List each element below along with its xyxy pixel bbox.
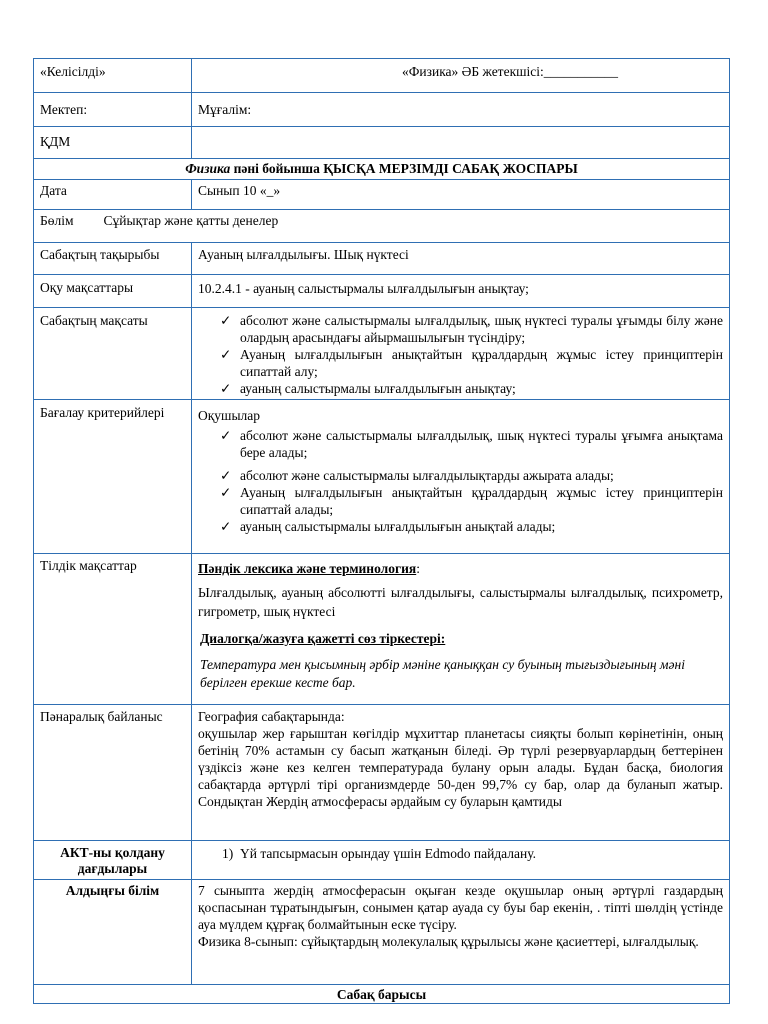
cross-label: Пәнаралық байланыс (40, 709, 163, 724)
check-icon: ✓ (220, 313, 232, 328)
table-row (34, 308, 730, 400)
teacher-cell (192, 93, 730, 127)
table-row (34, 985, 730, 1004)
progress-cell (34, 985, 730, 1004)
criteria-intro: Оқушылар (198, 408, 261, 423)
vocab-colon: : (416, 561, 420, 576)
check-icon: ✓ (220, 381, 232, 396)
aims-list (198, 312, 723, 397)
section-cell (34, 210, 730, 243)
date-label: Дата (40, 183, 67, 198)
table-row (34, 705, 730, 841)
plan-title (34, 159, 730, 180)
school-cell (34, 93, 192, 127)
vocab-heading: Пәндік лексика және терминология (198, 561, 417, 576)
progress-label: Сабақ барысы (336, 987, 427, 1002)
goals-value-cell (192, 275, 730, 308)
ict-label: АКТ-ны қолдану дағдылары (60, 845, 165, 876)
table-row (34, 554, 730, 705)
check-icon: ✓ (220, 468, 232, 483)
table-row (34, 180, 730, 210)
criteria-value-cell (192, 400, 730, 554)
criteria-text: Ауаның ылғалдылығын анықтайтын құралдардың жұмыс істеу принциптерін сипаттай алады; (240, 485, 723, 517)
vocab-heading-line (198, 560, 723, 577)
plan-title-rest: пәні бойынша ҚЫСҚА МЕРЗІМДІ САБАҚ ЖОСПАРЫ (230, 161, 578, 176)
goals-label-cell (34, 275, 192, 308)
prior-text-2: Физика 8-сынып: сұйықтардың молекулалық құрылысы және қасиеттері, ылғалдылық. (198, 934, 699, 949)
kdm-label: ҚДМ (40, 134, 71, 149)
goals-label: Оқу мақсаттары (40, 280, 134, 295)
kdm-cell (34, 127, 192, 159)
cross-value-cell (192, 705, 730, 841)
criteria-text: абсолют және салыстырмалы ылғалдылықтарды ажырата алады; (240, 468, 614, 483)
phrases-heading: Диалогқа/жазуға қажетті сөз тіркестері: (200, 631, 446, 646)
table-row (34, 210, 730, 243)
ict-value-cell (192, 841, 730, 880)
prior-text-1: 7 сыныпта жердің атмосферасын оқыған кезде оқушылар оның әртүрлі газдардың қоспасынан тұратындығын, сонымен қатар ауада су буы бар екенін, . тіпті шөлдің үстінде ауа мүлдем құрғақ болмайтынын еске түсіру. (198, 883, 723, 932)
aims-label-cell (34, 308, 192, 400)
topic-value-cell (192, 243, 730, 275)
class-cell (192, 180, 730, 210)
cross-label-cell (34, 705, 192, 841)
ict-value: Үй тапсырмасын орындау үшін Edmodo пайдалану. (240, 846, 537, 861)
language-label-cell (34, 554, 192, 705)
teacher-label: Мұғалім: (198, 102, 252, 117)
approved-label: «Келісілді» (40, 64, 106, 79)
list-item (220, 346, 723, 380)
head-cell (192, 59, 730, 93)
criteria-list (198, 427, 723, 535)
aim-text: абсолют және салыстырмалы ылғалдылық, шық нүктесі туралы ұғымды білу және олардың арасындағы айырмашылығын түсіндіру; (240, 313, 723, 345)
date-cell (34, 180, 192, 210)
phrases-text: Температура мен қысымның әрбір мәніне қаныққан су буының тығыздығының мәні берілген ерекше кесте бар. (200, 657, 685, 690)
criteria-label: Бағалау критерийлері (40, 405, 165, 420)
prior-value-cell (192, 880, 730, 985)
list-item (220, 518, 723, 535)
aim-text: ауаның салыстырмалы ылғалдылығын анықтау; (240, 381, 516, 396)
check-icon: ✓ (220, 347, 232, 362)
prior-label-cell (34, 880, 192, 985)
language-label: Тілдік мақсаттар (40, 558, 137, 573)
kdm-value-cell (192, 127, 730, 159)
language-value-cell (192, 554, 730, 705)
table-row (34, 400, 730, 554)
cross-heading: География сабақтарында: (198, 709, 345, 724)
table-row (34, 93, 730, 127)
list-item (220, 484, 723, 518)
lesson-plan-table (33, 58, 730, 1004)
aims-label: Сабақтың мақсаты (40, 313, 148, 328)
head-label: «Физика» ӘБ жетекшісі:___________ (402, 64, 619, 79)
table-row (34, 243, 730, 275)
topic-label-cell (34, 243, 192, 275)
criteria-label-cell (34, 400, 192, 554)
list-item (220, 467, 723, 484)
plan-title-subject: Физика (185, 161, 231, 176)
ict-number: 1) (222, 846, 234, 861)
topic-label: Сабақтың тақырыбы (40, 247, 160, 262)
criteria-text: ауаның салыстырмалы ылғалдылығын анықтай алады; (240, 519, 556, 534)
ict-label-cell (34, 841, 192, 880)
check-icon: ✓ (220, 485, 232, 500)
section-label: Бөлім (40, 213, 74, 228)
criteria-text: абсолют және салыстырмалы ылғалдылық, шық нүктесі туралы ұғымға анықтама бере алады; (240, 428, 723, 460)
section-value: Сұйықтар және қатты денелер (103, 213, 279, 228)
table-row (34, 59, 730, 93)
table-row (34, 880, 730, 985)
cross-text: оқушылар жер ғарыштан көгілдір мұхиттар планетасы сияқты болып көрінетінін, оның бетінің 70% астамын су басып жатқанын біледі. Әр түрлі резервуарлардың беттерінен үздіксіз және кез келген температурада булану орын алады. Бұдан басқа, биология сабақтарда әртүрлі тірі организмдерде 50-ден 99,7% су бар, олар да буланып жатыр. Сондықтан Жердің атмосферасы әрдайым су буларын қамтиды (198, 726, 723, 809)
table-row (34, 159, 730, 180)
aims-value-cell (192, 308, 730, 400)
vocab-text: Ылғалдылық, ауаның абсолютті ылғалдылығы, салыстырмалы ылғалдылық, психрометр, гигрометр, шық нүктесі (198, 585, 723, 619)
class-text: Сынып 10 «_» (198, 183, 281, 198)
school-label: Мектеп: (40, 102, 88, 117)
list-item (220, 380, 723, 397)
topic-value: Ауаның ылғалдылығы. Шық нүктесі (198, 247, 409, 262)
phrases-heading-line (198, 630, 723, 647)
check-icon: ✓ (220, 519, 232, 534)
goals-value: 10.2.4.1 - ауаның салыстырмалы ылғалдылығын анықтау; (198, 281, 529, 296)
check-icon: ✓ (220, 428, 232, 443)
table-row (34, 275, 730, 308)
table-row (34, 841, 730, 880)
table-row (34, 127, 730, 159)
list-item (220, 427, 723, 461)
prior-label: Алдыңғы білім (65, 883, 160, 898)
aim-text: Ауаның ылғалдылығын анықтайтын құралдардың жұмыс істеу принциптерін сипаттай алу; (240, 347, 723, 379)
approved-cell (34, 59, 192, 93)
list-item (220, 312, 723, 346)
